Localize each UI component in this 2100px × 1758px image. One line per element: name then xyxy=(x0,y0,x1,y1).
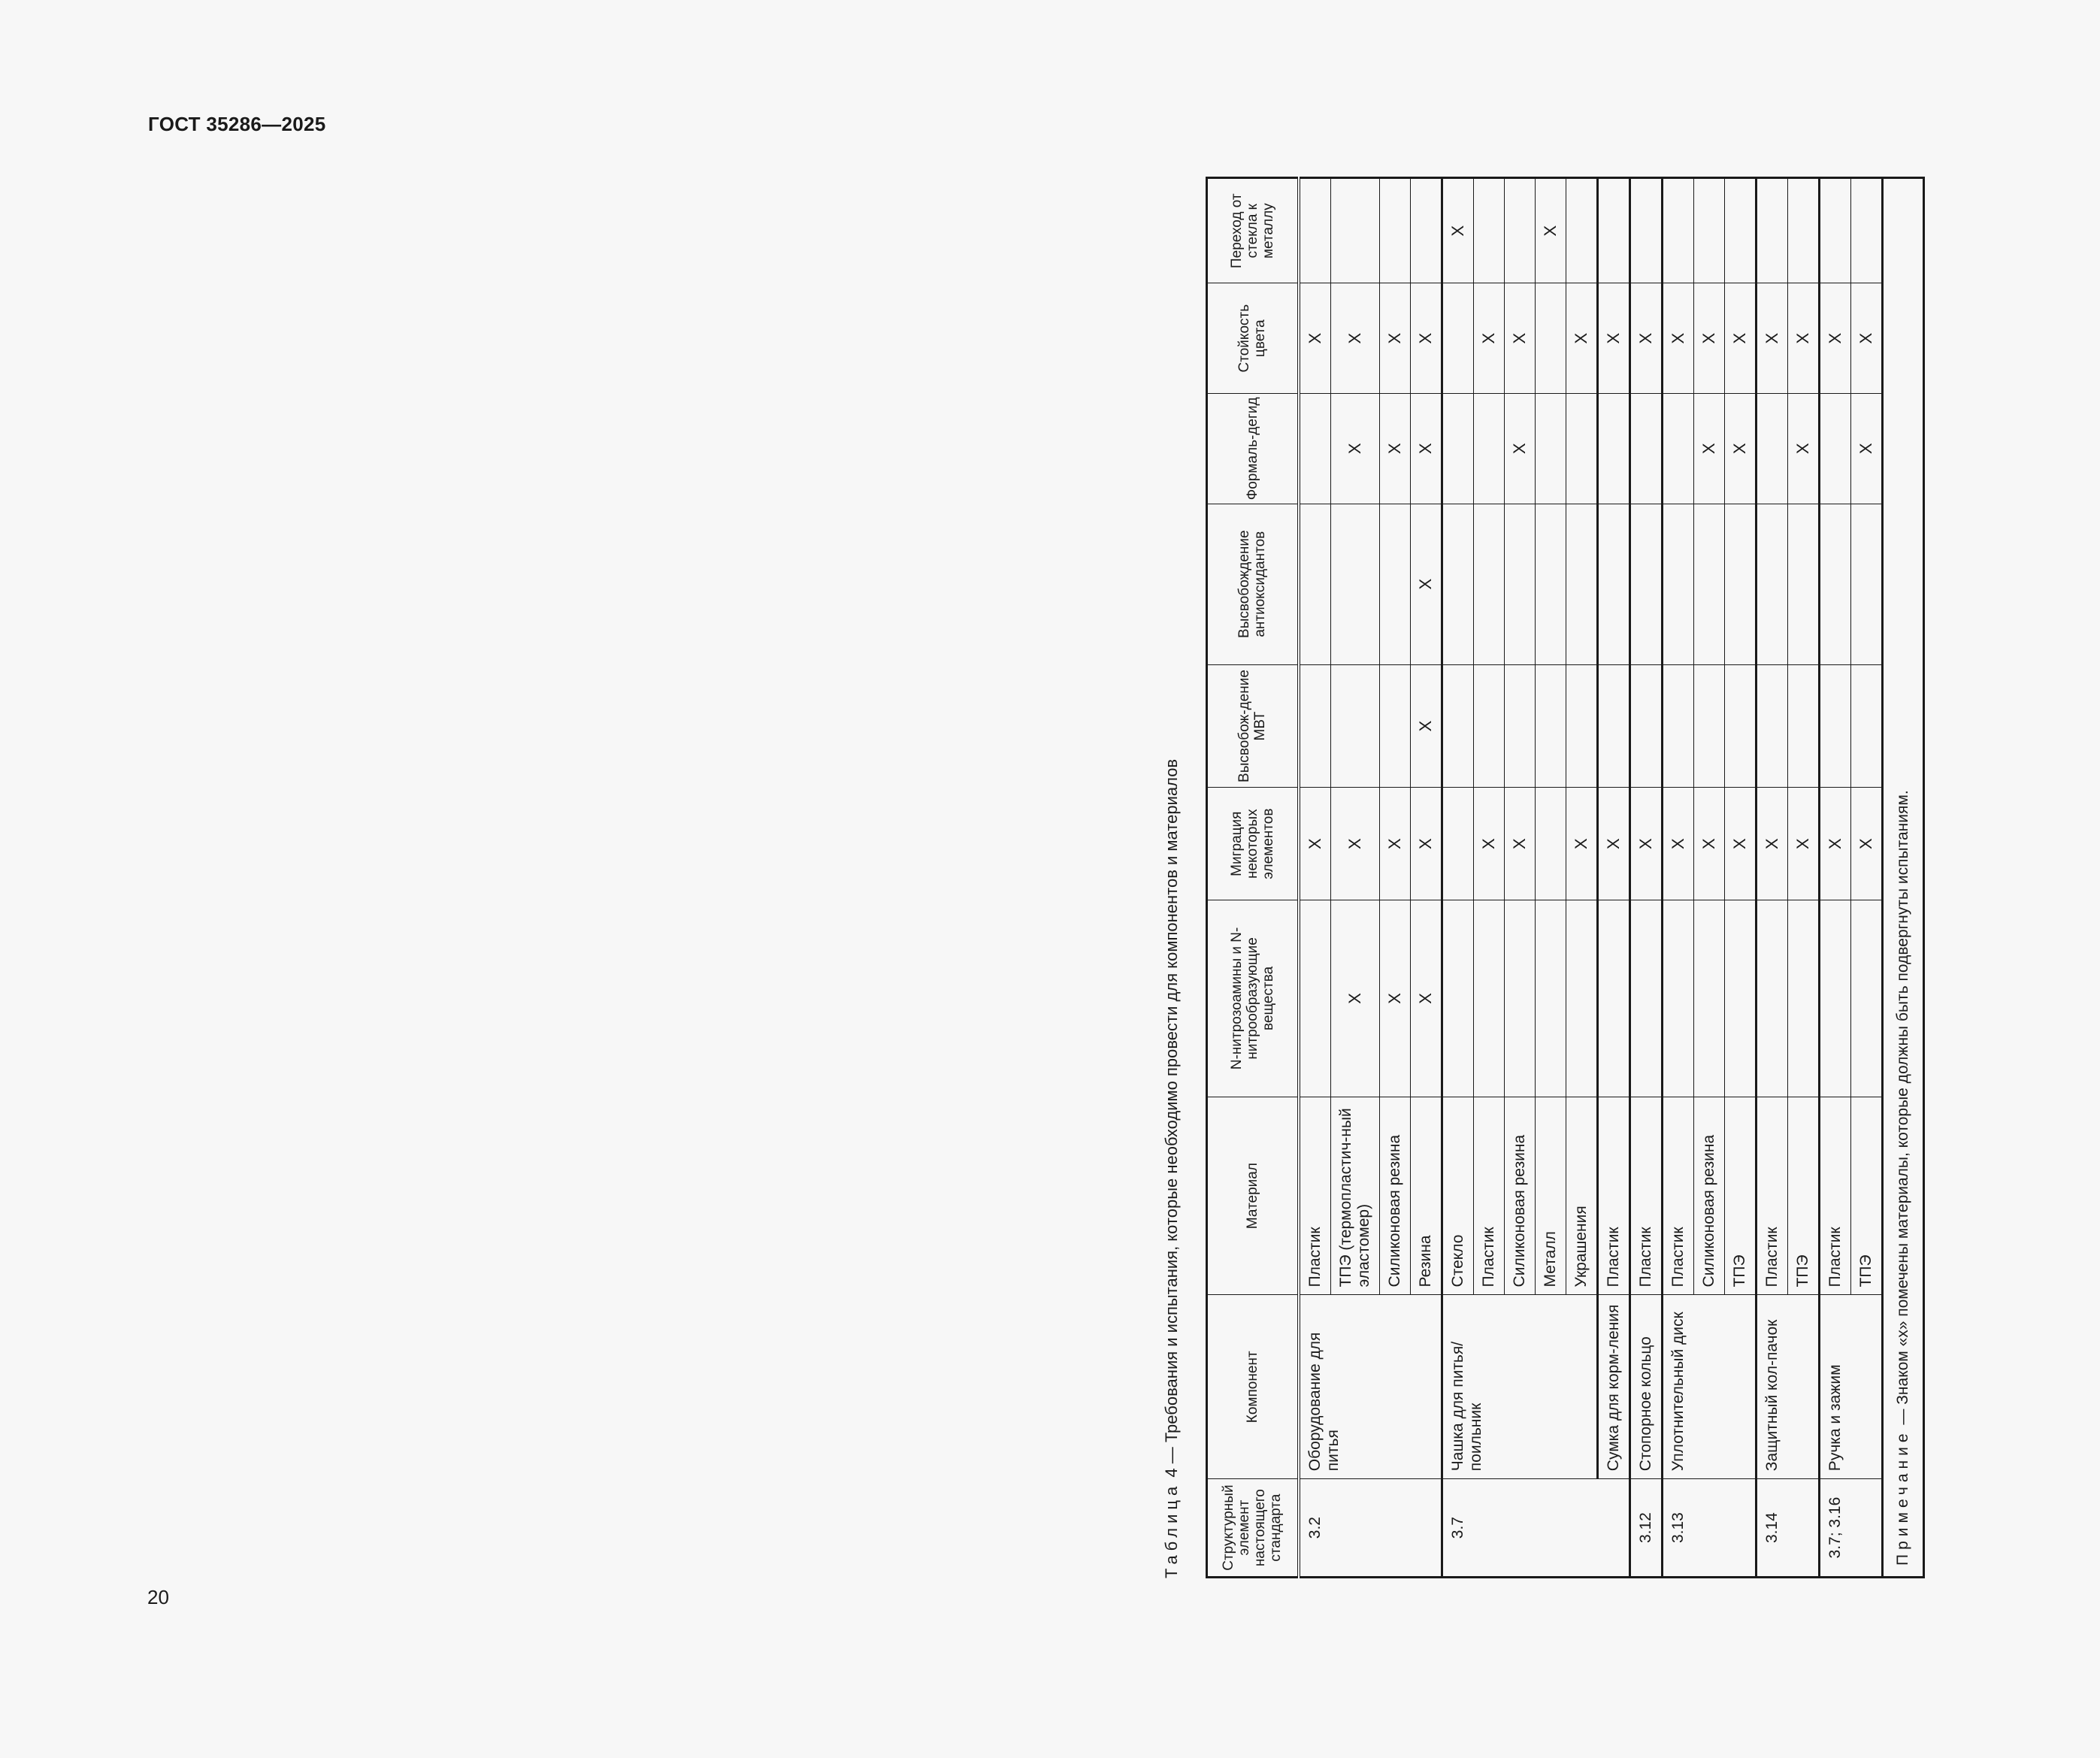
table-note xyxy=(1882,178,1923,1578)
material-cell: Металл xyxy=(1535,1097,1566,1295)
empty-cell xyxy=(1473,178,1504,283)
empty-cell xyxy=(1756,900,1787,1097)
test-mark-cell: X xyxy=(1410,664,1442,788)
test-mark-cell: X xyxy=(1473,788,1504,900)
table-body xyxy=(1299,178,1924,1578)
test-mark-cell: X xyxy=(1850,283,1882,394)
section-cell: 3.2 xyxy=(1299,1479,1442,1578)
test-mark-cell: X xyxy=(1787,393,1819,504)
empty-cell xyxy=(1662,900,1693,1097)
empty-cell xyxy=(1299,900,1331,1097)
test-mark-cell: X xyxy=(1299,788,1331,900)
material-cell: Пластик xyxy=(1629,1097,1662,1295)
empty-cell xyxy=(1535,393,1566,504)
material-cell: Пластик xyxy=(1756,1097,1787,1295)
table-row xyxy=(1442,178,1473,1578)
empty-cell xyxy=(1629,178,1662,283)
test-mark-cell: X xyxy=(1819,283,1850,394)
empty-cell xyxy=(1756,393,1787,504)
table-note-row xyxy=(1882,178,1923,1578)
empty-cell xyxy=(1662,664,1693,788)
empty-cell xyxy=(1597,504,1629,664)
test-mark-cell: X xyxy=(1330,788,1379,900)
material-cell: Резина xyxy=(1410,1097,1442,1295)
empty-cell xyxy=(1819,178,1850,283)
section-cell: 3.7; 3.16 xyxy=(1819,1479,1882,1578)
test-mark-cell: X xyxy=(1850,393,1882,504)
note-text: — Знаком «х» помечены материалы, которые должны быть подвергнуты испытаниям. xyxy=(1893,790,1911,1430)
empty-cell xyxy=(1330,664,1379,788)
empty-cell xyxy=(1819,393,1850,504)
empty-cell xyxy=(1819,900,1850,1097)
empty-cell xyxy=(1299,393,1331,504)
empty-cell xyxy=(1442,788,1473,900)
test-mark-cell: X xyxy=(1693,393,1724,504)
empty-cell xyxy=(1629,504,1662,664)
empty-cell xyxy=(1442,900,1473,1097)
material-cell: Стекло xyxy=(1442,1097,1473,1295)
empty-cell xyxy=(1504,504,1535,664)
empty-cell xyxy=(1299,504,1331,664)
empty-cell xyxy=(1566,178,1597,283)
table-row xyxy=(1662,178,1693,1578)
empty-cell xyxy=(1693,178,1724,283)
test-mark-cell: X xyxy=(1629,283,1662,394)
empty-cell xyxy=(1850,504,1882,664)
table-caption-text: 4 — Требования и испытания, которые необходимо провести для компонентов и материалов xyxy=(1162,758,1181,1478)
empty-cell xyxy=(1629,664,1662,788)
table-row xyxy=(1597,178,1629,1578)
table-row xyxy=(1629,178,1662,1578)
test-mark-cell: X xyxy=(1379,900,1410,1097)
test-mark-cell: X xyxy=(1330,283,1379,394)
test-mark-cell: X xyxy=(1850,788,1882,900)
empty-cell xyxy=(1597,393,1629,504)
empty-cell xyxy=(1410,178,1442,283)
empty-cell xyxy=(1379,504,1410,664)
table-header xyxy=(1207,178,1299,1578)
test-mark-cell: X xyxy=(1410,900,1442,1097)
empty-cell xyxy=(1597,178,1629,283)
empty-cell xyxy=(1566,900,1597,1097)
column-header: N-нитрозоамины и N-нитрообразующие вещества xyxy=(1207,900,1299,1097)
test-mark-cell: X xyxy=(1597,283,1629,394)
empty-cell xyxy=(1473,393,1504,504)
component-cell: Ручка и зажим xyxy=(1819,1295,1882,1479)
table-caption-label: Таблица xyxy=(1162,1481,1181,1578)
empty-cell xyxy=(1693,664,1724,788)
empty-cell xyxy=(1442,393,1473,504)
test-mark-cell: X xyxy=(1693,283,1724,394)
test-mark-cell: X xyxy=(1379,788,1410,900)
test-mark-cell: X xyxy=(1379,283,1410,394)
test-mark-cell: X xyxy=(1693,788,1724,900)
component-cell: Защитный кол-пачок xyxy=(1756,1295,1819,1479)
empty-cell xyxy=(1724,504,1756,664)
material-cell: Силиконовая резина xyxy=(1379,1097,1410,1295)
empty-cell xyxy=(1693,504,1724,664)
empty-cell xyxy=(1724,664,1756,788)
material-cell: Украшения xyxy=(1566,1097,1597,1295)
empty-cell xyxy=(1566,664,1597,788)
test-mark-cell: X xyxy=(1724,788,1756,900)
empty-cell xyxy=(1819,504,1850,664)
empty-cell xyxy=(1850,900,1882,1097)
empty-cell xyxy=(1379,178,1410,283)
table-row xyxy=(1756,178,1787,1578)
empty-cell xyxy=(1662,504,1693,664)
test-mark-cell: X xyxy=(1299,283,1331,394)
test-mark-cell: X xyxy=(1504,788,1535,900)
test-mark-cell: X xyxy=(1379,393,1410,504)
component-cell: Оборудование для питья xyxy=(1299,1295,1442,1479)
test-mark-cell: X xyxy=(1756,283,1787,394)
table-row xyxy=(1819,178,1850,1578)
test-mark-cell: X xyxy=(1330,900,1379,1097)
test-mark-cell: X xyxy=(1787,283,1819,394)
test-mark-cell: X xyxy=(1504,393,1535,504)
section-cell: 3.14 xyxy=(1756,1479,1819,1578)
column-header: Высвобож-дение МВТ xyxy=(1207,664,1299,788)
empty-cell xyxy=(1787,900,1819,1097)
table-caption xyxy=(1138,173,1206,1578)
empty-cell xyxy=(1850,664,1882,788)
material-cell: Силиконовая резина xyxy=(1693,1097,1724,1295)
empty-cell xyxy=(1819,664,1850,788)
material-cell: Силиконовая резина xyxy=(1504,1097,1535,1295)
empty-cell xyxy=(1299,178,1331,283)
test-mark-cell: X xyxy=(1629,788,1662,900)
test-mark-cell: X xyxy=(1756,788,1787,900)
material-cell: Пластик xyxy=(1597,1097,1629,1295)
empty-cell xyxy=(1724,178,1756,283)
test-mark-cell: X xyxy=(1566,788,1597,900)
empty-cell xyxy=(1662,178,1693,283)
section-cell: 3.12 xyxy=(1629,1479,1662,1578)
note-label: Примечание xyxy=(1893,1429,1911,1566)
empty-cell xyxy=(1535,504,1566,664)
empty-cell xyxy=(1473,664,1504,788)
empty-cell xyxy=(1535,900,1566,1097)
test-mark-cell: X xyxy=(1410,283,1442,394)
empty-cell xyxy=(1629,393,1662,504)
test-mark-cell: X xyxy=(1662,788,1693,900)
empty-cell xyxy=(1504,178,1535,283)
test-mark-cell: X xyxy=(1504,283,1535,394)
empty-cell xyxy=(1787,178,1819,283)
empty-cell xyxy=(1597,664,1629,788)
column-header: Переход от стекла к металлу xyxy=(1207,178,1299,283)
table-row xyxy=(1299,178,1331,1578)
empty-cell xyxy=(1566,393,1597,504)
empty-cell xyxy=(1724,900,1756,1097)
column-header: Высвобождение антиоксидантов xyxy=(1207,504,1299,664)
material-cell: Пластик xyxy=(1819,1097,1850,1295)
test-mark-cell: X xyxy=(1787,788,1819,900)
page-number: 20 xyxy=(147,1586,169,1608)
test-mark-cell: X xyxy=(1410,393,1442,504)
test-mark-cell: X xyxy=(1662,283,1693,394)
empty-cell xyxy=(1504,664,1535,788)
test-mark-cell: X xyxy=(1410,788,1442,900)
component-cell: Сумка для корм-ления xyxy=(1597,1295,1629,1479)
empty-cell xyxy=(1442,664,1473,788)
test-mark-cell: X xyxy=(1410,504,1442,664)
empty-cell xyxy=(1756,664,1787,788)
column-header: Миграция некоторых элементов xyxy=(1207,788,1299,900)
material-cell: ТПЭ xyxy=(1850,1097,1882,1295)
test-mark-cell: X xyxy=(1442,178,1473,283)
empty-cell xyxy=(1629,900,1662,1097)
empty-cell xyxy=(1662,393,1693,504)
rotated-table-block xyxy=(1138,173,2100,1578)
empty-cell xyxy=(1850,178,1882,283)
empty-cell xyxy=(1504,900,1535,1097)
material-cell: ТПЭ (термопластич-ный эластомер) xyxy=(1330,1097,1379,1295)
test-mark-cell: X xyxy=(1330,393,1379,504)
component-cell: Стопорное кольцо xyxy=(1629,1295,1662,1479)
material-cell: ТПЭ xyxy=(1724,1097,1756,1295)
empty-cell xyxy=(1473,900,1504,1097)
empty-cell xyxy=(1566,504,1597,664)
section-cell: 3.7 xyxy=(1442,1479,1629,1578)
empty-cell xyxy=(1299,664,1331,788)
column-header: Материал xyxy=(1207,1097,1299,1295)
material-cell: Пластик xyxy=(1473,1097,1504,1295)
empty-cell xyxy=(1756,178,1787,283)
empty-cell xyxy=(1535,788,1566,900)
document-code: ГОСТ 35286—2025 xyxy=(148,113,326,135)
empty-cell xyxy=(1535,664,1566,788)
empty-cell xyxy=(1442,504,1473,664)
empty-cell xyxy=(1787,664,1819,788)
material-cell: Пластик xyxy=(1299,1097,1331,1295)
empty-cell xyxy=(1330,504,1379,664)
column-header: Структурный элемент настоящего стандарта xyxy=(1207,1479,1299,1578)
empty-cell xyxy=(1693,900,1724,1097)
requirements-table xyxy=(1206,177,1925,1578)
empty-cell xyxy=(1379,664,1410,788)
empty-cell xyxy=(1787,504,1819,664)
material-cell: ТПЭ xyxy=(1787,1097,1819,1295)
component-cell: Чашка для питья/ поильник xyxy=(1442,1295,1597,1479)
test-mark-cell: X xyxy=(1724,283,1756,394)
test-mark-cell: X xyxy=(1597,788,1629,900)
test-mark-cell: X xyxy=(1473,283,1504,394)
component-cell: Уплотнительный диск xyxy=(1662,1295,1756,1479)
empty-cell xyxy=(1330,178,1379,283)
test-mark-cell: X xyxy=(1566,283,1597,394)
test-mark-cell: X xyxy=(1724,393,1756,504)
empty-cell xyxy=(1597,900,1629,1097)
empty-cell xyxy=(1756,504,1787,664)
section-cell: 3.13 xyxy=(1662,1479,1756,1578)
empty-cell xyxy=(1442,283,1473,394)
empty-cell xyxy=(1535,283,1566,394)
test-mark-cell: X xyxy=(1535,178,1566,283)
column-header: Стойкость цвета xyxy=(1207,283,1299,394)
test-mark-cell: X xyxy=(1819,788,1850,900)
column-header: Компонент xyxy=(1207,1295,1299,1479)
empty-cell xyxy=(1473,504,1504,664)
column-header: Формаль-дегид xyxy=(1207,393,1299,504)
material-cell: Пластик xyxy=(1662,1097,1693,1295)
